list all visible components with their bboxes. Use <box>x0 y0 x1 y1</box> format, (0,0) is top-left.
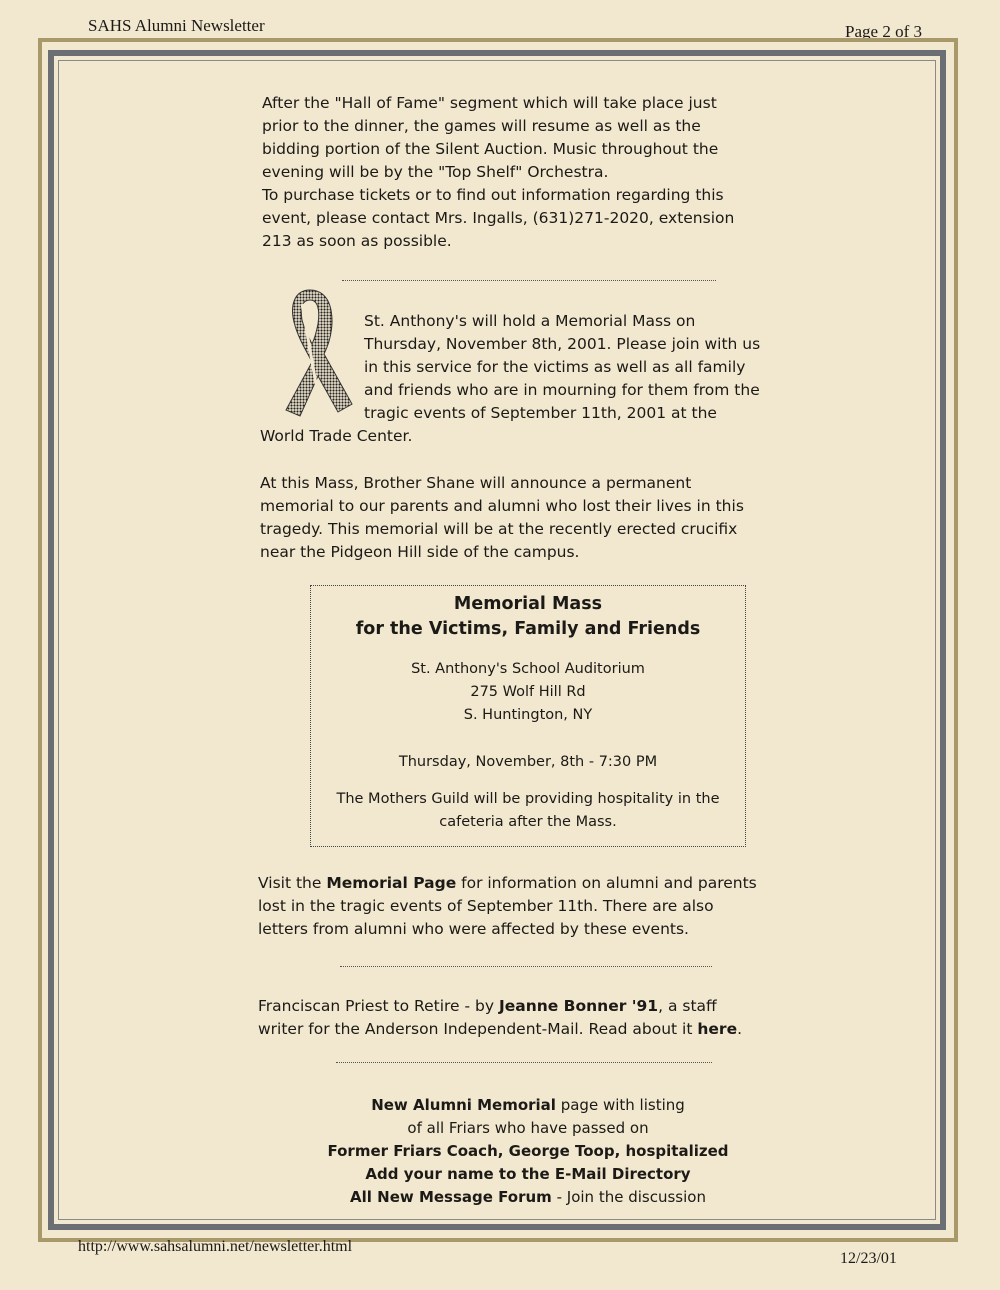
visit-paragraph <box>258 872 757 941</box>
announce-line: tragedy. This memorial will be at the recently erected crucifix <box>260 520 738 538</box>
visit-line: lost in the tragic events of September 11th. There are also <box>258 897 714 915</box>
announce-line: memorial to our parents and alumni who lost their lives in this <box>260 497 744 515</box>
message-forum-link[interactable]: All New Message Forum <box>350 1188 552 1206</box>
page-url: http://www.sahsalumni.net/newsletter.html <box>78 1238 353 1255</box>
mass-subtitle: for the Victims, Family and Friends <box>355 619 701 639</box>
priest-pre: Franciscan Priest to Retire - by <box>258 997 499 1015</box>
priest-period: . <box>737 1020 743 1038</box>
memorial-link-rest: page with listing <box>555 1096 685 1114</box>
mass-datetime: Thursday, November, 8th - 7:30 PM <box>398 754 658 770</box>
memorial-line: tragic events of September 11th, 2001 at the <box>364 404 717 422</box>
priest-line <box>258 995 742 1018</box>
priest-paragraph <box>258 995 742 1041</box>
memorial-link-line <box>260 1094 796 1117</box>
site-links <box>260 1094 796 1209</box>
forum-line <box>260 1186 796 1209</box>
announce-line: near the Pidgeon Hill side of the campus. <box>260 543 580 561</box>
mass-note: The Mothers Guild will be providing hospitality in the <box>336 791 720 807</box>
visit-line <box>258 872 757 895</box>
intro-paragraph <box>262 92 734 253</box>
memorial-mass-box <box>310 585 746 847</box>
section-divider <box>336 1062 712 1063</box>
memorial-line: Thursday, November 8th, 2001. Please join with us <box>364 335 761 353</box>
announce-paragraph <box>260 472 744 564</box>
memorial-page-link[interactable]: Memorial Page <box>326 874 457 892</box>
print-date: 12/23/01 <box>840 1250 897 1267</box>
intro-line: To purchase tickets or to find out information regarding this <box>262 186 724 204</box>
new-alumni-memorial-link[interactable]: New Alumni Memorial <box>371 1096 556 1114</box>
announce-line: At this Mass, Brother Shane will announce a permanent <box>260 474 692 492</box>
memorial-link-line2: of all Friars who have passed on <box>407 1119 649 1137</box>
newsletter-title: SAHS Alumni Newsletter <box>88 16 265 35</box>
forum-rest: - Join the discussion <box>551 1188 706 1206</box>
intro-line: After the "Hall of Fame" segment which will take place just <box>262 94 717 112</box>
page-indicator: Page 2 of 3 <box>845 22 922 41</box>
section-divider <box>340 966 712 967</box>
memorial-ribbon-icon <box>272 284 358 418</box>
memorial-tail: World Trade Center. <box>260 427 413 445</box>
memorial-line: in this service for the victims as well as all family <box>364 358 746 376</box>
here-link[interactable]: here <box>697 1020 738 1038</box>
memorial-line: and friends who are in mourning for them from the <box>364 381 760 399</box>
intro-line: bidding portion of the Silent Auction. Music throughout the <box>262 140 719 158</box>
priest-post: , a staff <box>658 997 717 1015</box>
mass-title: Memorial Mass <box>453 594 603 614</box>
mass-venue: St. Anthony's School Auditorium <box>411 661 645 677</box>
mass-street: 275 Wolf Hill Rd <box>470 684 586 700</box>
intro-line: evening will be by the "Top Shelf" Orchestra. <box>262 163 609 181</box>
mass-note: cafeteria after the Mass. <box>439 814 617 830</box>
priest-line2: writer for the Anderson Independent-Mail. Read about it <box>258 1020 698 1038</box>
memorial-line: St. Anthony's will hold a Memorial Mass on <box>364 312 696 330</box>
author-name: Jeanne Bonner '91 <box>498 997 659 1015</box>
mass-city: S. Huntington, NY <box>463 707 593 723</box>
intro-line: prior to the dinner, the games will resume as well as the <box>262 117 701 135</box>
priest-line <box>258 1018 742 1041</box>
intro-line: event, please contact Mrs. Ingalls, (631)271-2020, extension <box>262 209 735 227</box>
memorial-paragraph <box>364 310 760 425</box>
visit-post: for information on alumni and parents <box>456 874 757 892</box>
coach-link[interactable]: Former Friars Coach, George Toop, hospitalized <box>327 1142 729 1160</box>
visit-line: letters from alumni who were affected by these events. <box>258 920 689 938</box>
section-divider <box>342 280 716 281</box>
email-directory-link[interactable]: Add your name to the E-Mail Directory <box>365 1165 691 1183</box>
visit-pre: Visit the <box>258 874 327 892</box>
intro-line: 213 as soon as possible. <box>262 232 452 250</box>
